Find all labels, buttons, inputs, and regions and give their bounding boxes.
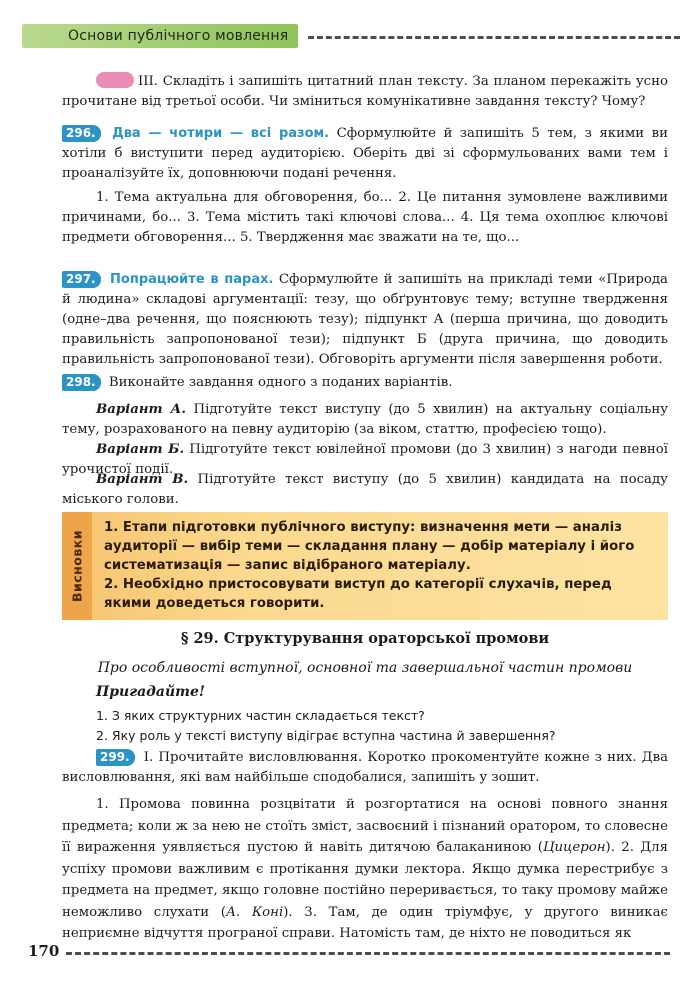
exercise-text: I. Прочитайте висловлювання. Коротко прокоментуйте кожне з них. Два висловлювання, які вам найбільше сподобалися, запишіть у зошит.: [62, 750, 668, 785]
quote-author: А. Коні: [225, 904, 284, 920]
footer-dashed-rule: [66, 952, 670, 955]
variant-name: Варіант Б.: [96, 442, 185, 457]
quote-author: Цицерон: [542, 840, 606, 855]
variant-text: Підготуйте текст виступу (до 5 хвилин) на актуальну соціальну тему, розрахованого на певну аудиторію (за віком, статтю, професією тощо).: [62, 402, 669, 437]
exercise-number-badge: 296.: [62, 125, 101, 142]
header-title: Основи публічного мовлення: [68, 28, 289, 44]
conclusions-text: [104, 518, 658, 613]
page-footer: [0, 940, 700, 964]
exercise-text: Сформулюйте й запишіть на прикладі теми «Природа й людина» складові аргументації: тезу, що обґрунтовує тему; вступне твердження (одне–два речення, що пояснюють тезу); підпункт А (перша причина, що доводить правильність запропонованої тези); підпункт Б (друга причина, що доводить правильність запропонованої тези). Обговоріть аргументи після завершення роботи.: [62, 272, 668, 367]
conclusion-item: 2. Необхідно пристосовувати виступ до категорії слухачів, перед якими доведеться говорити.: [104, 577, 612, 611]
exercise-text: Сформулюйте й запишіть 5 тем, з якими ви хотіли б виступити перед аудиторією. Оберіть дві зі сформульованих вами тем і проаналізуйте їх, доповнюючи подані речення.: [62, 126, 668, 181]
recall-item: 2. Яку роль у тексті виступу відіграє вступна частина й завершення?: [96, 728, 556, 743]
recall-title: Пригадайте!: [96, 684, 205, 700]
variant-a: [62, 400, 668, 440]
conclusions-box: [62, 512, 668, 620]
task-3: [62, 72, 668, 112]
quote-part: ). 3. Там, де один тріумфує, у другого виникає неприємне відчуття програної справи. Натомість там, де ніхто не поводиться як: [62, 904, 668, 941]
header-dashed-rule: [308, 36, 680, 39]
running-header: [0, 22, 700, 52]
variant-c: [62, 470, 668, 510]
exercise-296-sentences: 1. Тема актуальна для обговорення, бо... 2. Це питання зумовлене важливими причинами, бо... 3. Тема містить такі ключові слова... 4. Ця тема охоплює ключові предмети обговорення... 5. Твердження має зважати на те, що...: [62, 190, 668, 245]
exercise-lead: Попрацюйте в парах.: [110, 272, 274, 287]
exercise-297: [62, 270, 668, 370]
exercise-296: [62, 124, 668, 184]
variant-name: Варіант В.: [96, 472, 189, 487]
exercise-299-quotes: [62, 794, 668, 945]
section-subtitle: Про особливості вступної, основної та завершальної частин промови: [97, 660, 633, 676]
exercise-number-badge: 299.: [96, 749, 135, 766]
exercise-298: [62, 373, 668, 393]
variant-name: Варіант А.: [96, 402, 186, 417]
conclusions-side-tab: [62, 512, 92, 620]
page-number: 170: [28, 942, 60, 960]
variant-text: Підготуйте текст ювілейної промови (до 3 хвилин) з нагоди певної урочистої події.: [62, 442, 669, 477]
recall-item: 1. З яких структурних частин складається текст?: [96, 708, 425, 723]
pink-marker-icon: [96, 72, 134, 88]
task-3-text: III. Складіть і запишіть цитатний план тексту. За планом перекажіть усно прочитане від третьої особи. Чи зміниться комунікативне завдання тексту? Чому?: [62, 74, 668, 109]
exercise-299: [62, 748, 668, 788]
exercise-number-badge: 297.: [62, 271, 101, 288]
recall-list: [96, 706, 556, 746]
quote-part: ). 2. Для успіху промови важливим є протікання думки лектора. Якщо думка перестрибує з предмета на предмет, якщо головне постійно переривається, то таку промову майже неможливо слухати (: [62, 840, 668, 920]
variant-text: Підготуйте текст виступу (до 5 хвилин) кандидата на посаду міського голови.: [62, 472, 668, 507]
section-title: § 29. Структурування ораторської промови: [180, 630, 550, 647]
quote-part: 1. Промова повинна розцвітати й розгортатися на основі повного знання предмета; коли ж за нею не стоїть зміст, засвоєний і пізнаний оратором, то словесне її вираження уявляється пустою й навіть дитячою балаканиною (: [62, 797, 668, 855]
conclusion-item: 1. Етапи підготовки публічного виступу: визначення мети — аналіз аудиторії — вибір теми — складання плану — добір матеріалу і його систематизація — запис відібраного матеріалу.: [104, 520, 635, 573]
conclusions-label: Висновки: [69, 529, 85, 603]
exercise-number-badge: 298.: [62, 374, 101, 391]
exercise-text: Виконайте завдання одного з поданих варіантів.: [108, 375, 453, 390]
exercise-lead: Два — чотири — всі разом.: [112, 126, 330, 141]
